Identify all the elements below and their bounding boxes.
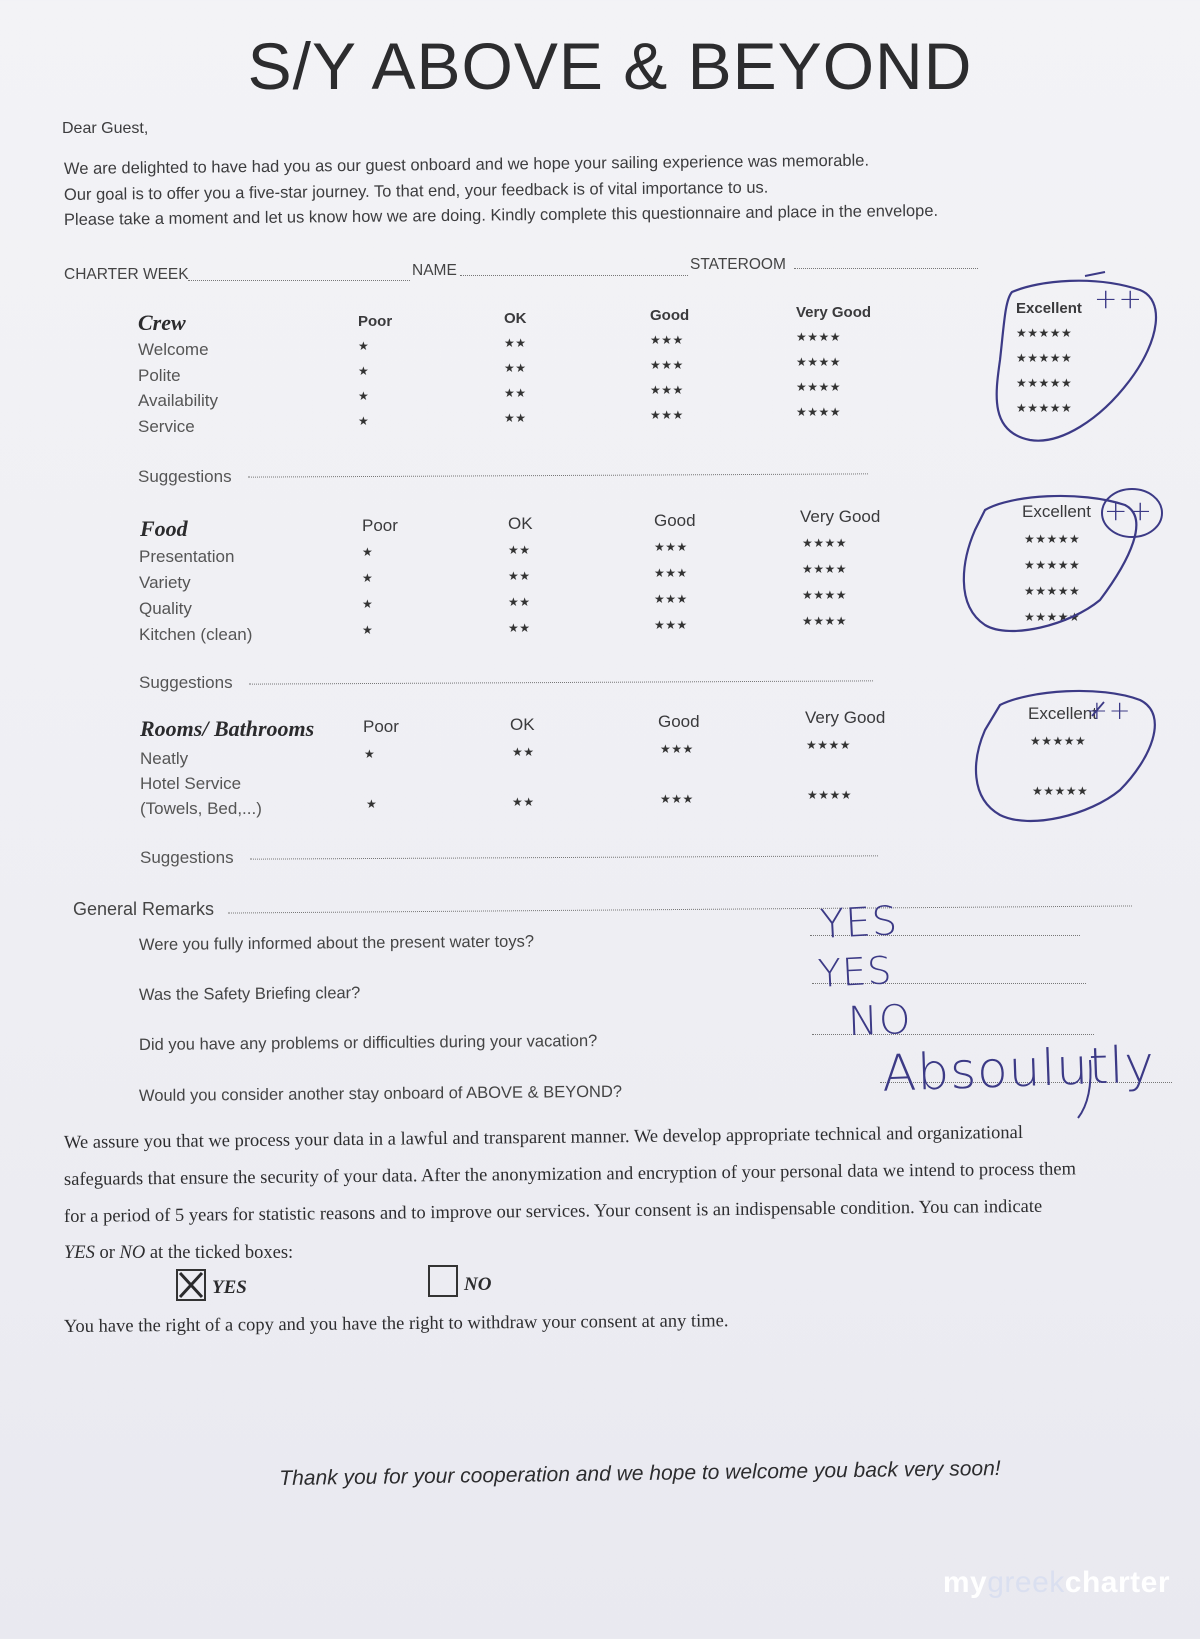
intro-line-1: We are delighted to have had you as our guest onboard and we hope your sailing experience was memorable.	[63, 151, 870, 178]
crew-availability-good[interactable]: ★★★	[650, 383, 684, 397]
crew-heading: Crew	[138, 310, 186, 335]
crew-row-welcome: Welcome	[138, 340, 209, 359]
food-col-very-good: Very Good	[800, 507, 881, 526]
food-row-quality: Quality	[139, 599, 192, 618]
brand-part-greek: greek	[987, 1566, 1065, 1599]
crew-welcome-ok[interactable]: ★★	[504, 336, 527, 350]
food-suggestions-field[interactable]	[249, 680, 873, 684]
rooms-hotel-service-poor[interactable]: ★	[366, 797, 378, 811]
food-kitchen-poor[interactable]: ★	[362, 623, 374, 637]
question-problems: Did you have any problems or difficulties during your vacation?	[138, 1032, 598, 1054]
question-safety-briefing: Was the Safety Briefing clear?	[138, 984, 361, 1004]
name-label: NAME	[412, 262, 457, 279]
food-variety-good[interactable]: ★★★	[654, 566, 688, 580]
food-quality-excellent[interactable]: ★★★★★	[1024, 584, 1081, 598]
crew-service-good[interactable]: ★★★	[650, 408, 684, 422]
food-presentation-good[interactable]: ★★★	[654, 540, 688, 554]
rooms-neatly-very-good[interactable]: ★★★★	[806, 738, 852, 752]
rooms-hotel-service-good[interactable]: ★★★	[660, 792, 694, 806]
food-col-ok: OK	[508, 514, 533, 533]
consent-line-2: safeguards that ensure the security of your data. After the anonymization and encryption of your personal data we intend to process them	[63, 1159, 1077, 1190]
consent-yes-checkbox[interactable]	[176, 1269, 206, 1301]
food-row-variety: Variety	[139, 573, 191, 592]
food-quality-very-good[interactable]: ★★★★	[802, 588, 848, 602]
charter-week-field[interactable]	[188, 280, 410, 281]
question-water-toys: Were you fully informed about the present water toys?	[138, 932, 535, 954]
rooms-suggestions-label: Suggestions	[140, 848, 234, 867]
crew-polite-excellent[interactable]: ★★★★★	[1016, 351, 1073, 365]
food-variety-very-good[interactable]: ★★★★	[802, 562, 848, 576]
general-remarks-field[interactable]	[228, 905, 1132, 913]
food-presentation-poor[interactable]: ★	[362, 545, 374, 559]
brand-part-my: my	[942, 1566, 988, 1599]
food-presentation-very-good[interactable]: ★★★★	[802, 536, 848, 550]
crew-welcome-poor[interactable]: ★	[358, 339, 370, 353]
crew-row-polite: Polite	[138, 366, 181, 385]
rooms-col-good: Good	[658, 712, 700, 731]
food-handwritten-plus: ++	[1104, 494, 1153, 527]
crew-availability-poor[interactable]: ★	[358, 389, 370, 403]
food-variety-poor[interactable]: ★	[362, 571, 374, 585]
crew-excellent-tick	[1085, 272, 1105, 276]
stateroom-field[interactable]	[794, 268, 978, 269]
stateroom-label: STATEROOM	[690, 256, 786, 273]
consent-line-1: We assure you that we process your data in a lawful and transparent manner. We develop appropriate technical and organizational	[63, 1122, 1024, 1153]
rooms-col-poor: Poor	[363, 717, 399, 736]
food-kitchen-ok[interactable]: ★★	[508, 621, 531, 635]
crew-service-excellent[interactable]: ★★★★★	[1016, 401, 1073, 415]
handwritten-answer-another-stay: Absoulutly	[881, 1035, 1156, 1103]
crew-col-very-good: Very Good	[796, 304, 872, 321]
consent-yes-label: YES	[212, 1277, 247, 1298]
crew-service-very-good[interactable]: ★★★★	[796, 405, 842, 419]
crew-suggestions-field[interactable]	[248, 473, 868, 477]
rooms-neatly-good[interactable]: ★★★	[660, 742, 694, 756]
crew-welcome-very-good[interactable]: ★★★★	[796, 330, 842, 344]
rooms-suggestions-field[interactable]	[250, 855, 878, 859]
consent-indicate-tail: at the ticked boxes:	[145, 1243, 294, 1263]
food-heading: Food	[140, 516, 188, 541]
consent-indicate-no: NO	[119, 1243, 146, 1263]
crew-welcome-excellent[interactable]: ★★★★★	[1016, 326, 1073, 340]
rooms-row-hotel-service: Hotel Service	[140, 774, 242, 793]
brand-part-charter: charter	[1064, 1566, 1170, 1599]
rooms-row-neatly: Neatly	[140, 749, 189, 768]
rooms-hotel-service-excellent[interactable]: ★★★★★	[1032, 784, 1089, 798]
crew-row-availability: Availability	[138, 391, 219, 410]
name-field[interactable]	[460, 275, 688, 276]
food-suggestions-label: Suggestions	[139, 673, 233, 692]
food-quality-ok[interactable]: ★★	[508, 595, 531, 609]
crew-availability-excellent[interactable]: ★★★★★	[1016, 376, 1073, 390]
greeting: Dear Guest,	[62, 120, 149, 137]
question-another-stay: Would you consider another stay onboard of ABOVE & BEYOND?	[138, 1082, 623, 1105]
charter-week-label: CHARTER WEEK	[64, 266, 189, 283]
food-variety-excellent[interactable]: ★★★★★	[1024, 558, 1081, 572]
rooms-neatly-poor[interactable]: ★	[364, 747, 376, 761]
form-title: S/Y ABOVE & BEYOND	[247, 29, 973, 103]
crew-polite-ok[interactable]: ★★	[504, 361, 527, 375]
checkbox-x-mark-icon	[178, 1271, 204, 1299]
crew-col-poor: Poor	[358, 313, 393, 330]
crew-polite-poor[interactable]: ★	[358, 364, 370, 378]
rooms-neatly-ok[interactable]: ★★	[512, 745, 535, 759]
food-col-good: Good	[654, 511, 696, 530]
food-presentation-excellent[interactable]: ★★★★★	[1024, 532, 1081, 546]
crew-polite-very-good[interactable]: ★★★★	[796, 355, 842, 369]
consent-line-3: for a period of 5 years for statistic reasons and to improve our services. Your consent is an indispensable condition. You can indicate	[63, 1196, 1043, 1227]
rooms-hotel-service-ok[interactable]: ★★	[512, 795, 535, 809]
intro-line-2: Our goal is to offer you a five-star journey. To that end, your feedback is of vital importance to us.	[63, 178, 769, 204]
rooms-row-towels-bed: (Towels, Bed,...)	[140, 799, 262, 818]
food-quality-good[interactable]: ★★★	[654, 592, 688, 606]
crew-service-poor[interactable]: ★	[358, 414, 370, 428]
consent-rights: You have the right of a copy and you have the right to withdraw your consent at any time.	[63, 1311, 729, 1337]
general-remarks-label: General Remarks	[73, 899, 215, 919]
food-kitchen-good[interactable]: ★★★	[654, 618, 688, 632]
crew-welcome-good[interactable]: ★★★	[650, 333, 684, 347]
rooms-hotel-service-very-good[interactable]: ★★★★	[807, 788, 853, 802]
rooms-col-ok: OK	[510, 715, 535, 734]
closing-thanks: Thank you for your cooperation and we hope to welcome you back very soon!	[279, 1456, 1001, 1491]
crew-handwritten-plus: ++	[1094, 282, 1143, 315]
crew-polite-good[interactable]: ★★★	[650, 358, 684, 372]
crew-col-ok: OK	[504, 310, 527, 327]
food-col-poor: Poor	[362, 516, 398, 535]
food-row-presentation: Presentation	[139, 547, 235, 566]
rooms-col-very-good: Very Good	[805, 708, 886, 727]
crew-service-ok[interactable]: ★★	[504, 411, 527, 425]
intro-line-3: Please take a moment and let us know how we are doing. Kindly complete this questionnaire and place in the envelope.	[63, 201, 939, 229]
food-kitchen-very-good[interactable]: ★★★★	[802, 614, 848, 628]
consent-indicate-line	[64, 1243, 293, 1264]
food-presentation-ok[interactable]: ★★	[508, 543, 531, 557]
handwritten-answer-safety-briefing: YES	[816, 948, 894, 996]
crew-suggestions-label: Suggestions	[138, 467, 232, 486]
handwritten-answer-water-toys: YES	[818, 897, 900, 949]
crew-col-good: Good	[650, 307, 690, 324]
crew-col-excellent: Excellent	[1016, 300, 1082, 317]
handwritten-answer-problems: NO	[847, 996, 913, 1046]
food-kitchen-excellent[interactable]: ★★★★★	[1024, 610, 1081, 624]
crew-row-service: Service	[138, 417, 195, 436]
food-variety-ok[interactable]: ★★	[508, 569, 531, 583]
rooms-heading: Rooms/ Bathrooms	[140, 716, 315, 741]
food-quality-poor[interactable]: ★	[362, 597, 374, 611]
food-row-kitchen: Kitchen (clean)	[139, 625, 253, 644]
crew-availability-very-good[interactable]: ★★★★	[796, 380, 842, 394]
consent-indicate-yes: YES	[64, 1243, 95, 1263]
rooms-col-excellent: Excellent	[1028, 704, 1097, 723]
consent-indicate-or: or	[94, 1243, 120, 1263]
rooms-handwritten-plus: ++	[1086, 696, 1132, 726]
crew-availability-ok[interactable]: ★★	[504, 386, 527, 400]
rooms-neatly-excellent[interactable]: ★★★★★	[1030, 734, 1087, 748]
brand-watermark	[943, 1566, 1170, 1600]
consent-no-label: NO	[464, 1274, 492, 1295]
food-col-excellent: Excellent	[1022, 502, 1091, 521]
consent-no-checkbox[interactable]	[428, 1265, 458, 1297]
